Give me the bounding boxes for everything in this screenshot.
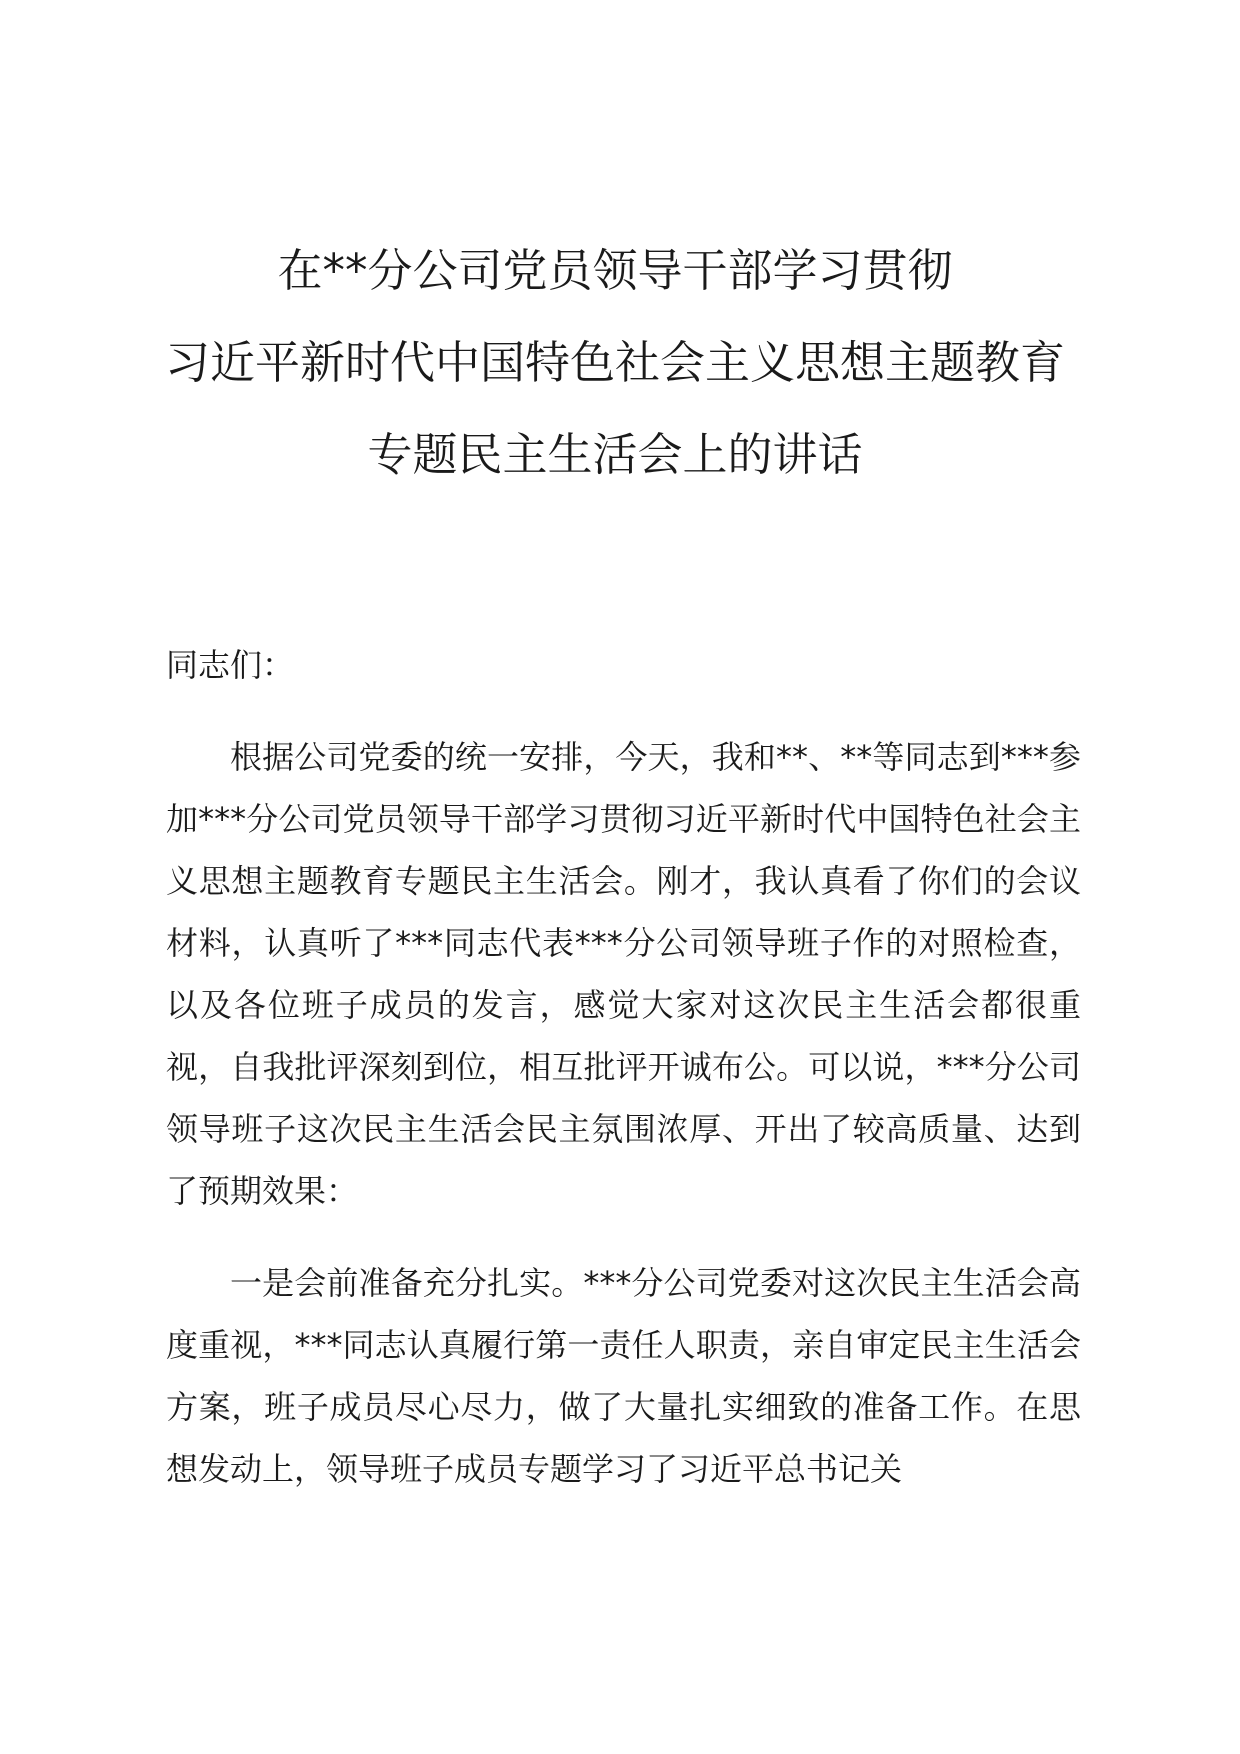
title-line-2: 习近平新时代中国特色社会主义思想主题教育 [164,336,1065,389]
paragraph-2: 一是会前准备充分扎实。***分公司党委对这次民主生活会高度重视，***同志认真履行第一责任人职责，亲自审定民主生活会方案，班子成员尽心尽力，做了大量扎实细致的准备工作。在思想发动上，领导班子成员专题学习了习近平总书记关 [166,1264,1081,1488]
paragraph-1: 根据公司党委的统一安排，今天，我和**、**等同志到***参加***分公司党员领导干部学习贯彻习近平新时代中国特色社会主义思想主题教育专题民主生活会。刚才，我认真看了你们的会议材料，认真听了***同志代表***分公司领导班子作的对照检查，以及各位班子成员的发言，感觉大家对这次民主生活会都很重视，自我批评深刻到位，相互批评开诚布公。可以说，***分公司领导班子这次民主生活会民主氛围浓厚、开出了较高质量、达到了预期效果： [166,738,1081,1210]
document-title [150,244,1080,481]
title-line-1: 在**分公司党员领导干部学习贯彻 [277,244,953,297]
document-body [166,634,1081,1500]
title-line-3: 专题民主生活会上的讲话 [367,428,863,481]
greeting: 同志们： [166,646,295,684]
